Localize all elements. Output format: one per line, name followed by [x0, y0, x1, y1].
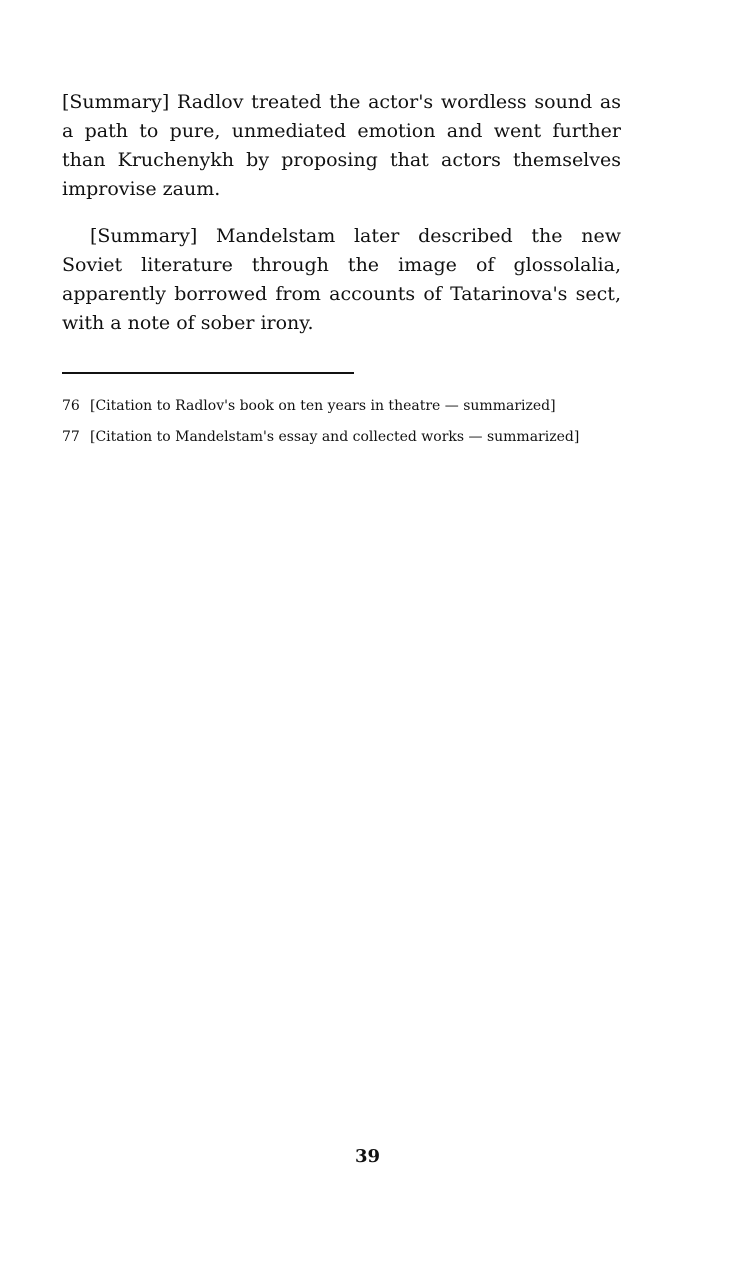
page-number: 39	[354, 1146, 381, 1167]
footnote-divider	[62, 372, 354, 374]
footnote-number: 77	[62, 429, 80, 445]
footnote-number: 76	[62, 398, 80, 414]
paragraph-summary-2: [Summary] Mandelstam later described the new Soviet literature through the image of glossolalia, apparently borrowed from accounts of Tatarinova's sect, with a note of sober irony.	[62, 225, 621, 334]
footnote	[62, 427, 621, 448]
footnote-summary: [Citation to Mandelstam's essay and collected works — summarized]	[90, 429, 580, 445]
paragraph-summary-1: [Summary] Radlov treated the actor's wordless sound as a path to pure, unmediated emotion and went further than Kruchenykh by proposing that actors themselves improvise zaum.	[62, 91, 621, 200]
footnote	[62, 396, 621, 417]
footnote-summary: [Citation to Radlov's book on ten years in theatre — summarized]	[90, 398, 556, 414]
